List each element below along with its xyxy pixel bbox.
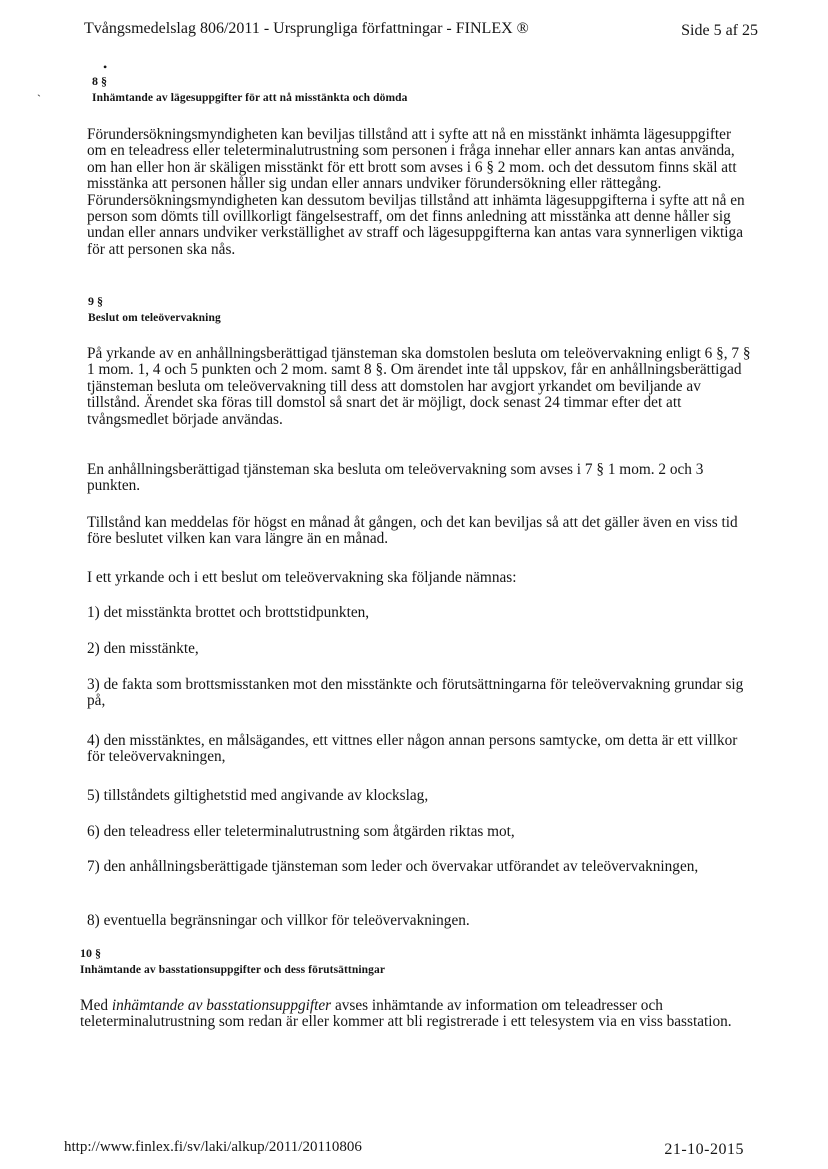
scan-tick-mark: `	[37, 92, 41, 106]
page-number: Side 5 af 25	[681, 22, 758, 39]
paragraph: Förundersökningsmyndigheten kan beviljas tillstånd att i syfte att nå en misstänkt inhämta lägesuppgifter om en teleadress eller teleterminalutrustning som personen i fråga innehar eller annars kan antas använda, om han eller hon är skäligen misstänkt för ett brott som avses i 6 § 2 mom. och det dessutom finns skäl att misstänka att personen håller sig undan eller annars undviker förundersökning eller rättegång. Förundersökningsmyndigheten kan dessutom beviljas tillstånd att inhämta lägesuppgifterna i syfte att nå en person som dömts till ovillkorligt fängelsestraff, om det finns anledning att misstänka att denne håller sig undan eller annars undviker verkställighet av straff och lägesuppgifterna kan antas vara synnerligen viktiga för att personen ska nås.	[87, 126, 745, 258]
footer-url: http://www.finlex.fi/sv/laki/alkup/2011/20110806	[64, 1139, 362, 1155]
list-item: 7) den anhållningsberättigade tjänsteman som leder och övervakar utförandet av teleövervakningen,	[87, 858, 699, 875]
list-item: 3) de fakta som brottsmisstanken mot den misstänkte och förutsättningarna för teleövervakning grundar sig på,	[87, 676, 744, 710]
paragraph: På yrkande av en anhållningsberättigad tjänsteman ska domstolen besluta om teleövervakning enligt 6 §, 7 § 1 mom. 1, 4 och 5 punkten och 2 mom. samt 8 §. Om ärendet inte tål uppskov, får en anhållningsberättigad tjänsteman besluta om teleövervakning till dess att domstolen har avgjort yrkandet om beviljande av tillstånd. Ärendet ska föras till domstol så snart det är möjligt, dock senast 24 timmar efter det att tvångsmedlet började användas.	[87, 345, 751, 428]
section-number: 10 §	[80, 946, 101, 960]
list-item: 1) det misstänkta brottet och brottstidpunkten,	[87, 604, 370, 621]
scan-dot-mark: •	[103, 60, 108, 74]
page-header-title: Tvångsmedelslag 806/2011 - Ursprungliga författningar - FINLEX ®	[84, 20, 529, 37]
footer-date: 21-10-2015	[664, 1141, 744, 1158]
section-heading: Beslut om teleövervakning	[88, 312, 221, 324]
section-number: 9 §	[88, 294, 103, 308]
section-heading: Inhämtande av lägesuppgifter för att nå misstänkta och dömda	[92, 92, 408, 104]
paragraph-text: avses inhämtande av information om teleadresser och teleterminalutrustning som redan är eller kommer att bli registrerade i ett telesystem via en viss basstation.	[80, 997, 732, 1031]
paragraph: I ett yrkande och i ett beslut om teleövervakning ska följande nämnas:	[87, 569, 517, 586]
list-item: 4) den misstänktes, en målsägandes, ett vittnes eller någon annan persons samtycke, om detta är ett villkor för teleövervakningen,	[87, 732, 738, 766]
paragraph	[80, 998, 745, 1031]
section-number: 8 §	[92, 74, 107, 88]
paragraph-text: Med	[80, 997, 112, 1014]
italic-term: inhämtande av basstationsuppgifter	[111, 997, 332, 1014]
paragraph: En anhållningsberättigad tjänsteman ska besluta om teleövervakning som avses i 7 § 1 mom. 2 och 3 punkten.	[87, 461, 704, 495]
list-item: 6) den teleadress eller teleterminalutrustning som åtgärden riktas mot,	[87, 823, 515, 840]
section-heading: Inhämtande av basstationsuppgifter och dess förutsättningar	[80, 964, 386, 976]
list-item: 5) tillståndets giltighetstid med angivande av klockslag,	[87, 787, 429, 804]
list-item: 8) eventuella begränsningar och villkor för teleövervakningen.	[87, 912, 470, 929]
list-item: 2) den misstänkte,	[87, 640, 199, 657]
paragraph: Tillstånd kan meddelas för högst en månad åt gången, och det kan beviljas så att det gäller även en viss tid före beslutet vilken kan vara längre än en månad.	[87, 514, 738, 548]
